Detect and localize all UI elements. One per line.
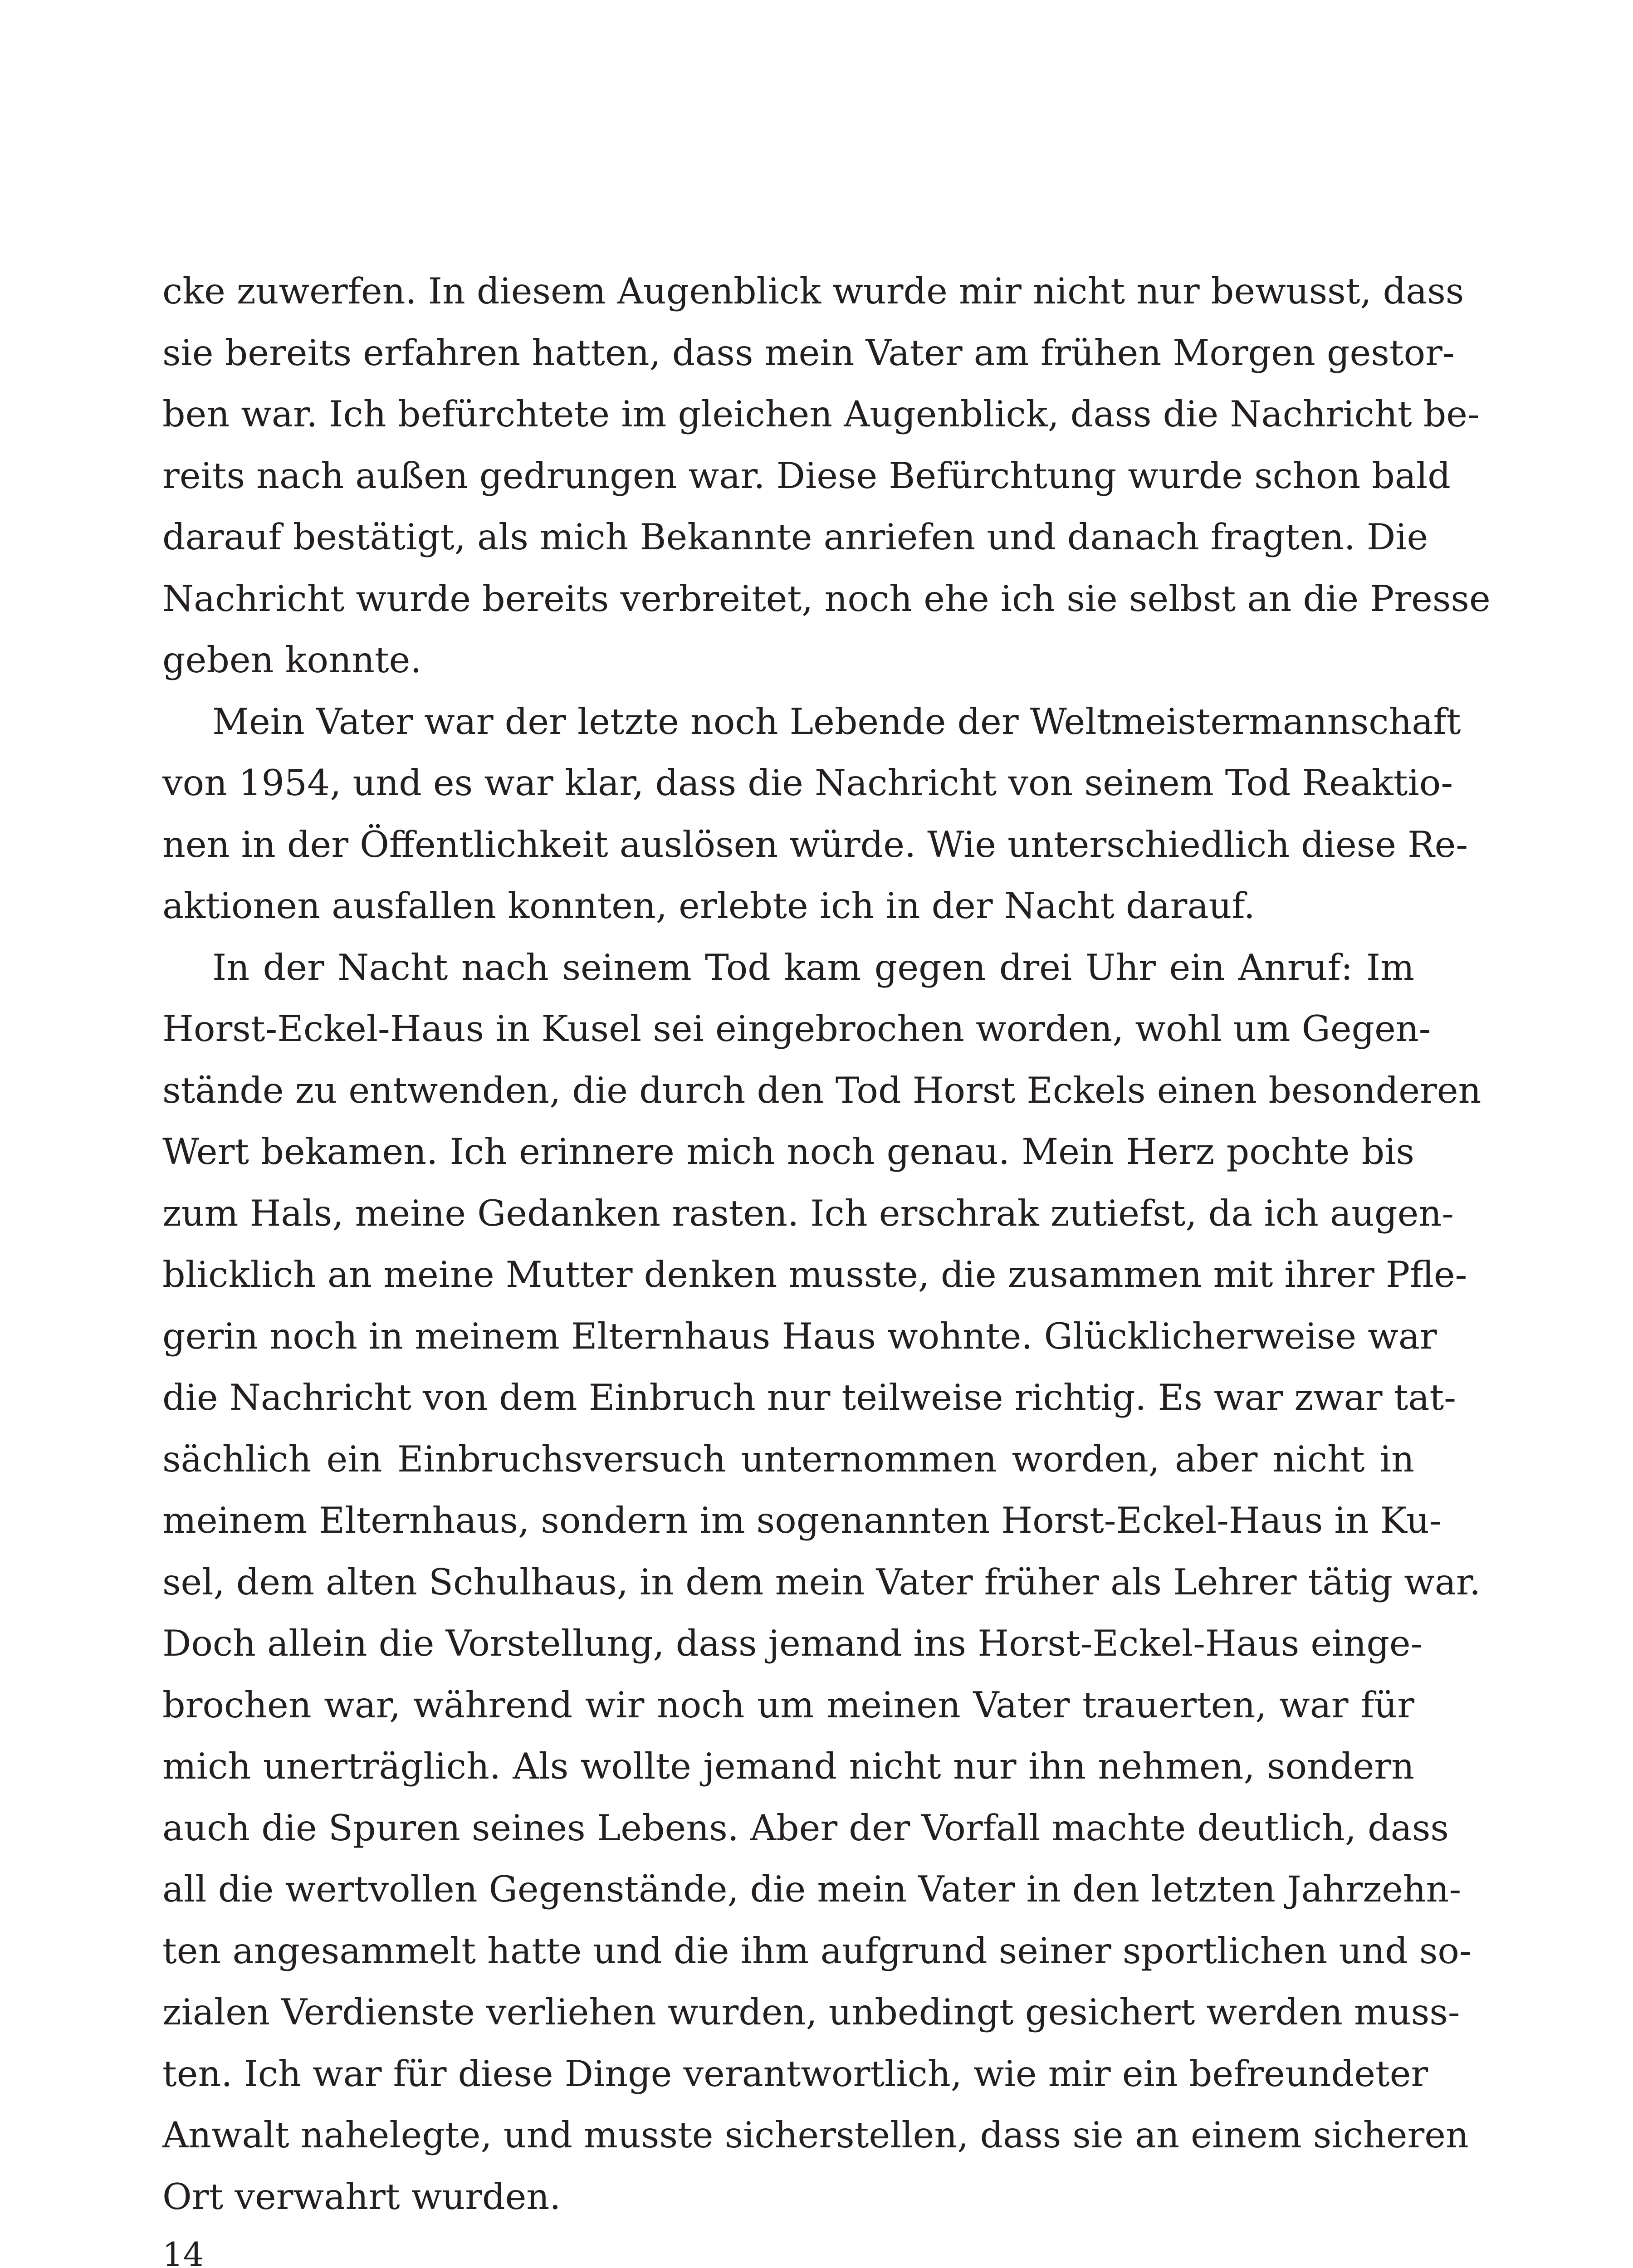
text-line: ben war. Ich befürchtete im gleichen Augenblick, dass die Nachricht be-: [162, 393, 1480, 435]
text-line: die Nachricht von dem Einbruch nur teilweise richtig. Es war zwar tat-: [162, 1377, 1456, 1418]
text-line: ten angesammelt hatte und die ihm aufgrund seiner sportlichen und so-: [162, 1930, 1472, 1972]
text-line: cke zuwerfen. In diesem Augenblick wurde mir nicht nur bewusst, dass: [162, 270, 1464, 312]
text-line: reits nach außen gedrungen war. Diese Befürchtung wurde schon bald: [162, 455, 1451, 497]
text-line: ten. Ich war für diese Dinge verantwortlich, wie mir ein befreundeter: [162, 2053, 1428, 2095]
text-line: sie bereits erfahren hatten, dass mein Vater am frühen Morgen gestor-: [162, 332, 1455, 374]
text-line: all die wertvollen Gegenstände, die mein Vater in den letzten Jahrzehn-: [162, 1868, 1462, 1910]
body-text: [162, 261, 1491, 2228]
text-line: blicklich an meine Mutter denken musste, die zusammen mit ihrer Pfle-: [162, 1254, 1467, 1295]
text-line: zialen Verdienste verliehen wurden, unbedingt gesichert werden muss-: [162, 1991, 1460, 2033]
text-line: geben konnte.: [162, 639, 422, 681]
text-line: sel, dem alten Schulhaus, in dem mein Vater früher als Lehrer tätig war.: [162, 1561, 1481, 1603]
text-line: brochen war, während wir noch um meinen Vater trauerten, war für: [162, 1684, 1414, 1726]
text-line: Mein Vater war der letzte noch Lebende der Weltmeistermannschaft: [212, 700, 1461, 743]
text-line: von 1954, und es war klar, dass die Nachricht von seinem Tod Reaktio-: [162, 762, 1453, 804]
text-line: zum Hals, meine Gedanken rasten. Ich erschrak zutiefst, da ich augen-: [162, 1192, 1454, 1234]
text-line: aktionen ausfallen konnten, erlebte ich in der Nacht darauf.: [162, 885, 1255, 927]
text-line: Nachricht wurde bereits verbreitet, noch ehe ich sie selbst an die Presse: [162, 577, 1491, 620]
text-line: Horst-Eckel-Haus in Kusel sei eingebrochen worden, wohl um Gegen-: [162, 1008, 1431, 1050]
text-line: meinem Elternhaus, sondern im sogenannten Horst-Eckel-Haus in Ku-: [162, 1500, 1442, 1541]
text-line: gerin noch in meinem Elternhaus Haus wohnte. Glücklicherweise war: [162, 1315, 1437, 1357]
text-line: In der Nacht nach seinem Tod kam gegen drei Uhr ein Anruf: Im: [212, 946, 1414, 988]
text-line: Anwalt nahelegte, und musste sicherstellen, dass sie an einem sicheren: [162, 2114, 1469, 2156]
page-number: 14: [162, 2235, 204, 2268]
text-line: Ort verwahrt wurden.: [162, 2175, 561, 2218]
text-line: sächlich ein Einbruchsversuch unternommen worden, aber nicht in: [162, 1438, 1414, 1480]
text-line: Doch allein die Vorstellung, dass jemand ins Horst-Eckel-Haus einge-: [162, 1623, 1423, 1664]
text-line: darauf bestätigt, als mich Bekannte anriefen und danach fragten. Die: [162, 516, 1428, 558]
text-line: auch die Spuren seines Lebens. Aber der Vorfall machte deutlich, dass: [162, 1807, 1449, 1849]
text-line: stände zu entwenden, die durch den Tod Horst Eckels einen besonderen: [162, 1069, 1481, 1111]
text-line: nen in der Öffentlichkeit auslösen würde. Wie unterschiedlich diese Re-: [162, 823, 1468, 865]
text-line: Wert bekamen. Ich erinnere mich noch genau. Mein Herz pochte bis: [162, 1131, 1414, 1173]
text-line: mich unerträglich. Als wollte jemand nicht nur ihn nehmen, sondern: [162, 1745, 1414, 1787]
